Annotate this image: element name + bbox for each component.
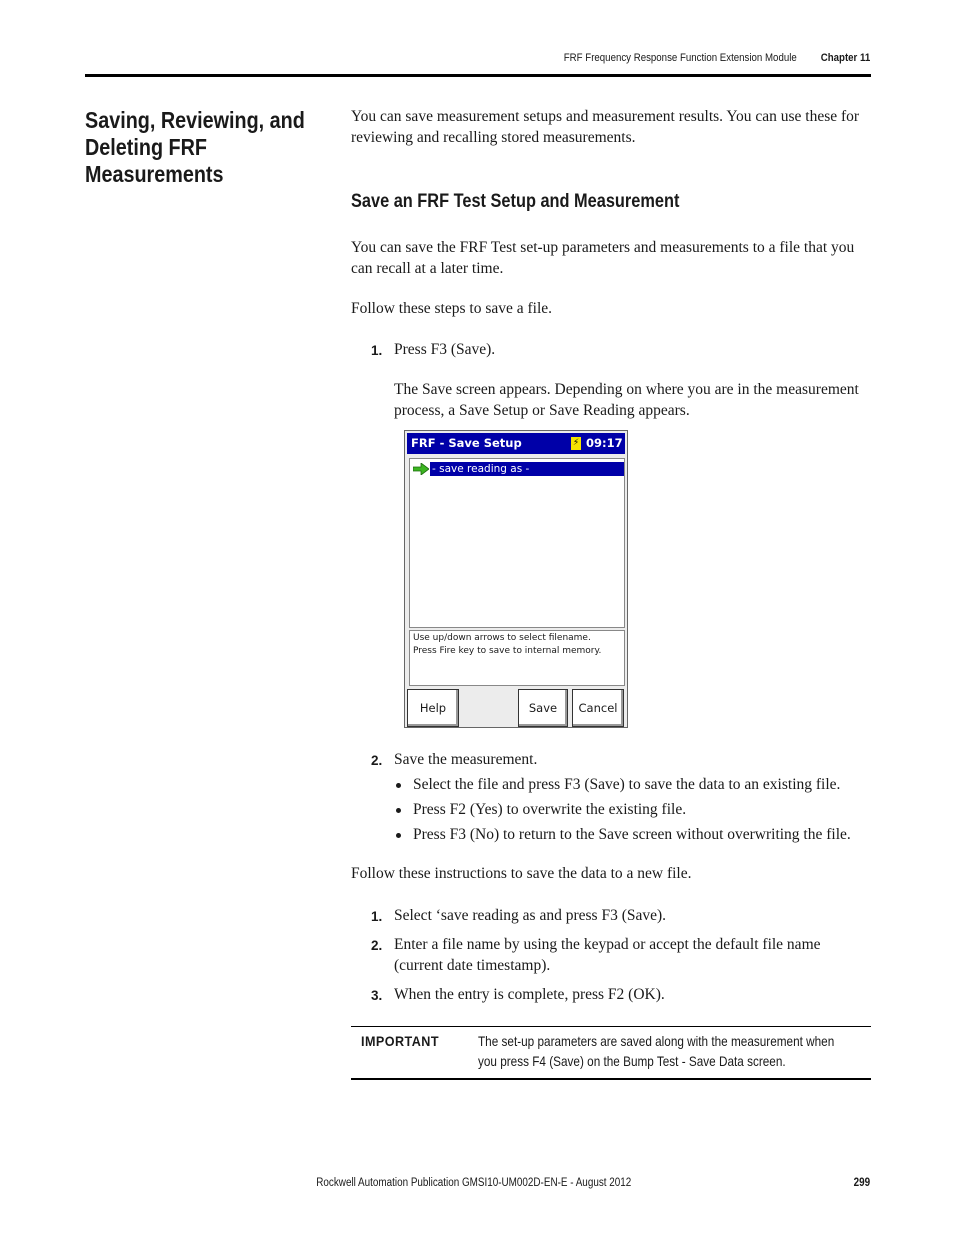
list-item-save-reading-as: - save reading as - — [430, 462, 624, 476]
step-text: The Save screen appears. Depending on where you are in the measurement process, a Save Setup or Save Reading appears. — [394, 381, 859, 419]
footer-publication: Rockwell Automation Publication GMSI10-UM002D-EN-E - August 2012 — [316, 1177, 631, 1189]
important-bottom-rule — [351, 1078, 871, 1080]
save-button: Save — [518, 689, 568, 727]
running-header-title: FRF Frequency Response Function Extension Module — [564, 52, 797, 64]
bullet-dot-icon — [396, 783, 401, 788]
new-file-paragraph: Follow these instructions to save the data to a new file. — [351, 865, 692, 882]
device-file-list — [409, 458, 625, 628]
bullet-text: Select the file and press F3 (Save) to save the data to an existing file. — [413, 776, 841, 793]
device-time: 09:17 — [586, 436, 623, 450]
important-label: IMPORTANT — [361, 1033, 440, 1049]
section-title: Saving, Reviewing, and Deleting FRF Measurements — [85, 107, 305, 187]
page-number: 299 — [853, 1177, 870, 1189]
bullet-dot-icon — [396, 833, 401, 838]
device-message-line: Use up/down arrows to select filename. — [413, 633, 591, 643]
intro-paragraph: You can save measurement setups and measurement results. You can use these for reviewing and recalling stored measurements. — [351, 108, 860, 146]
step-text: Select ‘save reading as and press F3 (Save). — [394, 907, 667, 924]
header-rule — [85, 74, 871, 77]
subsection-paragraph-2: Follow these steps to save a file. — [351, 300, 553, 317]
step-text: Enter a file name by using the keypad or accept the default file name (current date timestamp). — [394, 936, 821, 974]
device-message-line: Press Fire key to save to internal memory. — [413, 645, 602, 656]
step-number: 1. — [371, 343, 383, 358]
step-text: When the entry is complete, press F2 (OK). — [394, 986, 665, 1003]
bullet-dot-icon — [396, 808, 401, 813]
important-top-rule — [351, 1026, 871, 1027]
step-number: 3. — [371, 988, 383, 1003]
help-button: Help — [407, 689, 459, 727]
bullet-text: Press F2 (Yes) to overwrite the existing file. — [413, 801, 687, 818]
important-text: The set-up parameters are saved along with the measurement when you press F4 (Save) on the Bump Test - Save Data screen. — [478, 1033, 835, 1069]
arrow-right-icon — [413, 463, 429, 475]
step-number: 2. — [371, 938, 383, 953]
device-titlebar — [407, 433, 625, 454]
bullet-text: Press F3 (No) to return to the Save screen without overwriting the file. — [413, 826, 851, 843]
cancel-button: Cancel — [572, 689, 624, 727]
battery-icon: ⚡ — [572, 438, 580, 448]
device-message-box — [409, 630, 625, 686]
running-header-chapter: Chapter 11 — [820, 52, 870, 64]
step-text: Press F3 (Save). — [394, 341, 496, 358]
step-number: 1. — [371, 909, 383, 924]
step-text: Save the measurement. — [394, 751, 538, 768]
subsection-title: Save an FRF Test Setup and Measurement — [351, 191, 680, 212]
subsection-paragraph-1: You can save the FRF Test set-up parameters and measurements to a file that you can recall at a later time. — [351, 239, 855, 277]
device-title: FRF - Save Setup — [411, 436, 522, 450]
step-number: 2. — [371, 753, 383, 768]
device-screenshot — [404, 430, 628, 728]
